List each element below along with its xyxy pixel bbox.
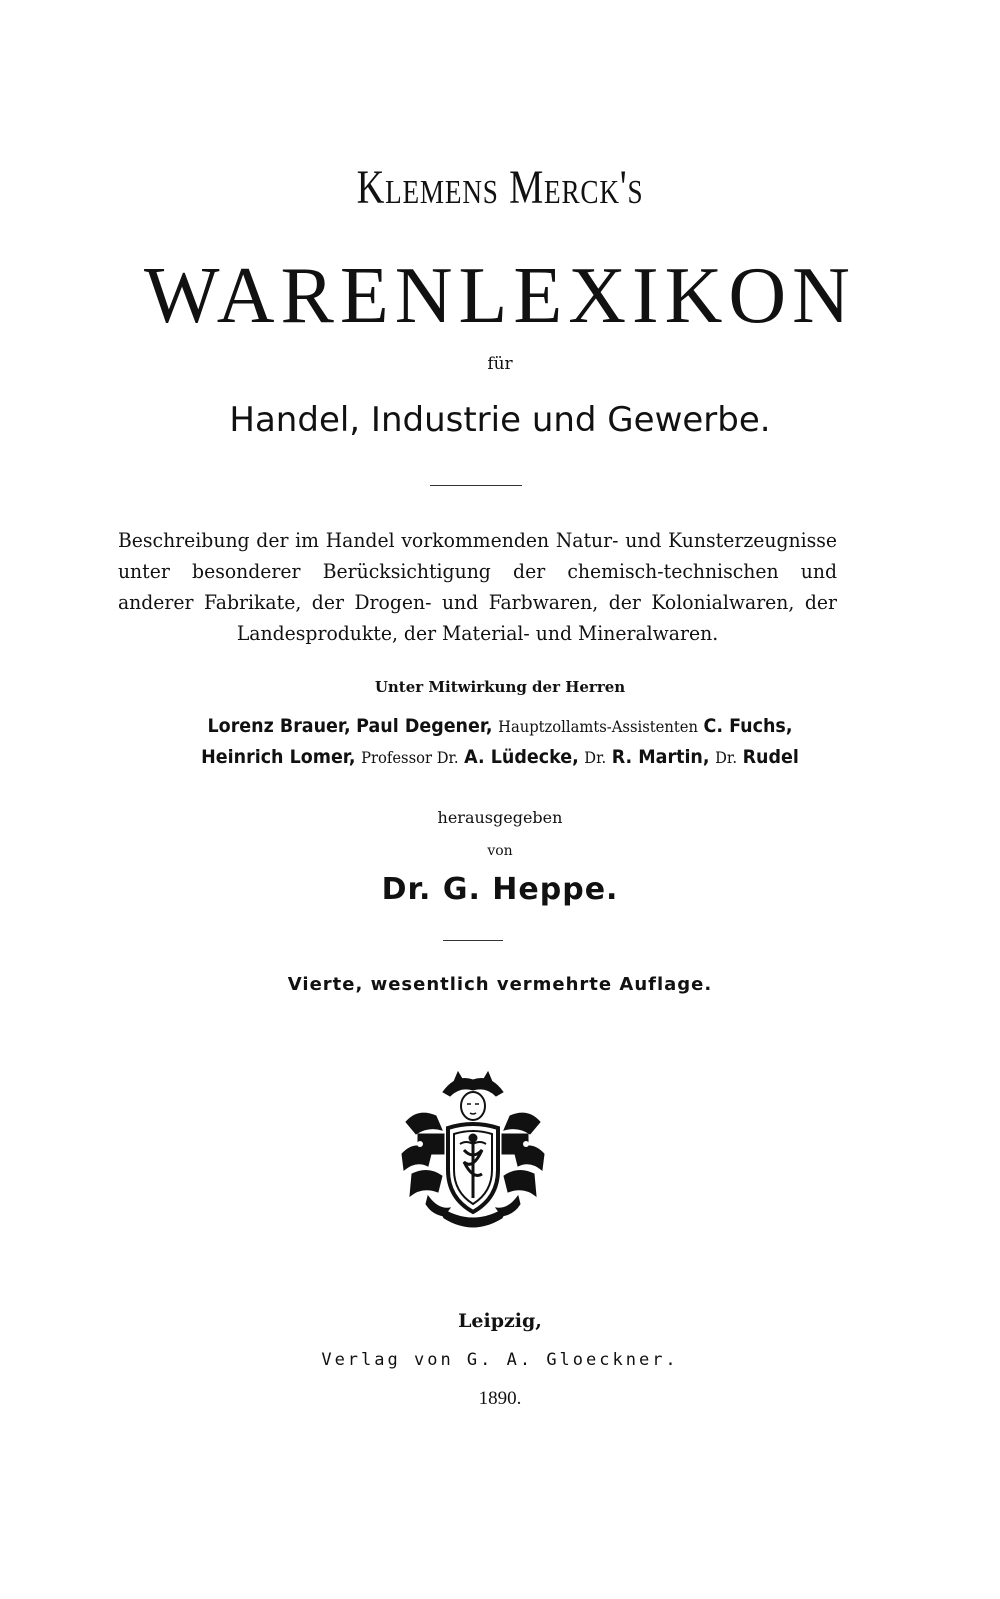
contributor-role: Professor Dr.: [361, 748, 459, 767]
description-paragraph: Beschreibung der im Handel vorkommenden Natur- und Kunsterzeugnisse unter besonderer Berücksichtigung der chemisch-technischen und anderer Fabrikate, der Drogen- und Farbwaren, der Kolonialwaren, der Landesprodukte, der Material- und Mineralwaren.: [117, 528, 838, 645]
divider-rule: [430, 485, 522, 486]
contributor-name: Paul Degener,: [356, 715, 493, 737]
contributor-name: Rudel: [742, 746, 799, 768]
edition-statement: Vierte, wesentlich vermehrte Auflage.: [287, 974, 713, 995]
publication-city: Leipzig,: [458, 1310, 542, 1332]
herausgegeben-label: herausgegeben: [437, 808, 563, 827]
contributor-title: Dr.: [715, 748, 738, 767]
divider-rule: [443, 940, 503, 941]
author-line: Klemens Merck's: [356, 161, 644, 214]
editor-name: Dr. G. Heppe.: [381, 872, 619, 907]
fuer-word: für: [487, 354, 513, 374]
contributors-line-1: [40, 715, 960, 737]
publisher-emblem-icon: [398, 1070, 548, 1232]
book-title: WARENLEXIKON: [144, 252, 856, 340]
von-label: von: [487, 843, 513, 859]
publication-year: 1890.: [478, 1388, 522, 1409]
book-subtitle: Handel, Industrie und Gewerbe.: [229, 400, 771, 440]
contributor-name: Lorenz Brauer,: [207, 715, 351, 737]
contributor-role: Hauptzollamts-Assistenten: [498, 717, 698, 736]
cooperation-label: Unter Mitwirkung der Herren: [374, 678, 626, 696]
contributor-name: R. Martin,: [611, 746, 710, 768]
publisher-line: Verlag von G. A. Gloeckner.: [321, 1350, 679, 1370]
contributor-name: Heinrich Lomer,: [201, 746, 356, 768]
contributor-name: A. Lüdecke,: [464, 746, 579, 768]
contributors-line-2: [40, 746, 960, 768]
contributor-name: C. Fuchs,: [703, 715, 793, 737]
contributor-title: Dr.: [584, 748, 607, 767]
